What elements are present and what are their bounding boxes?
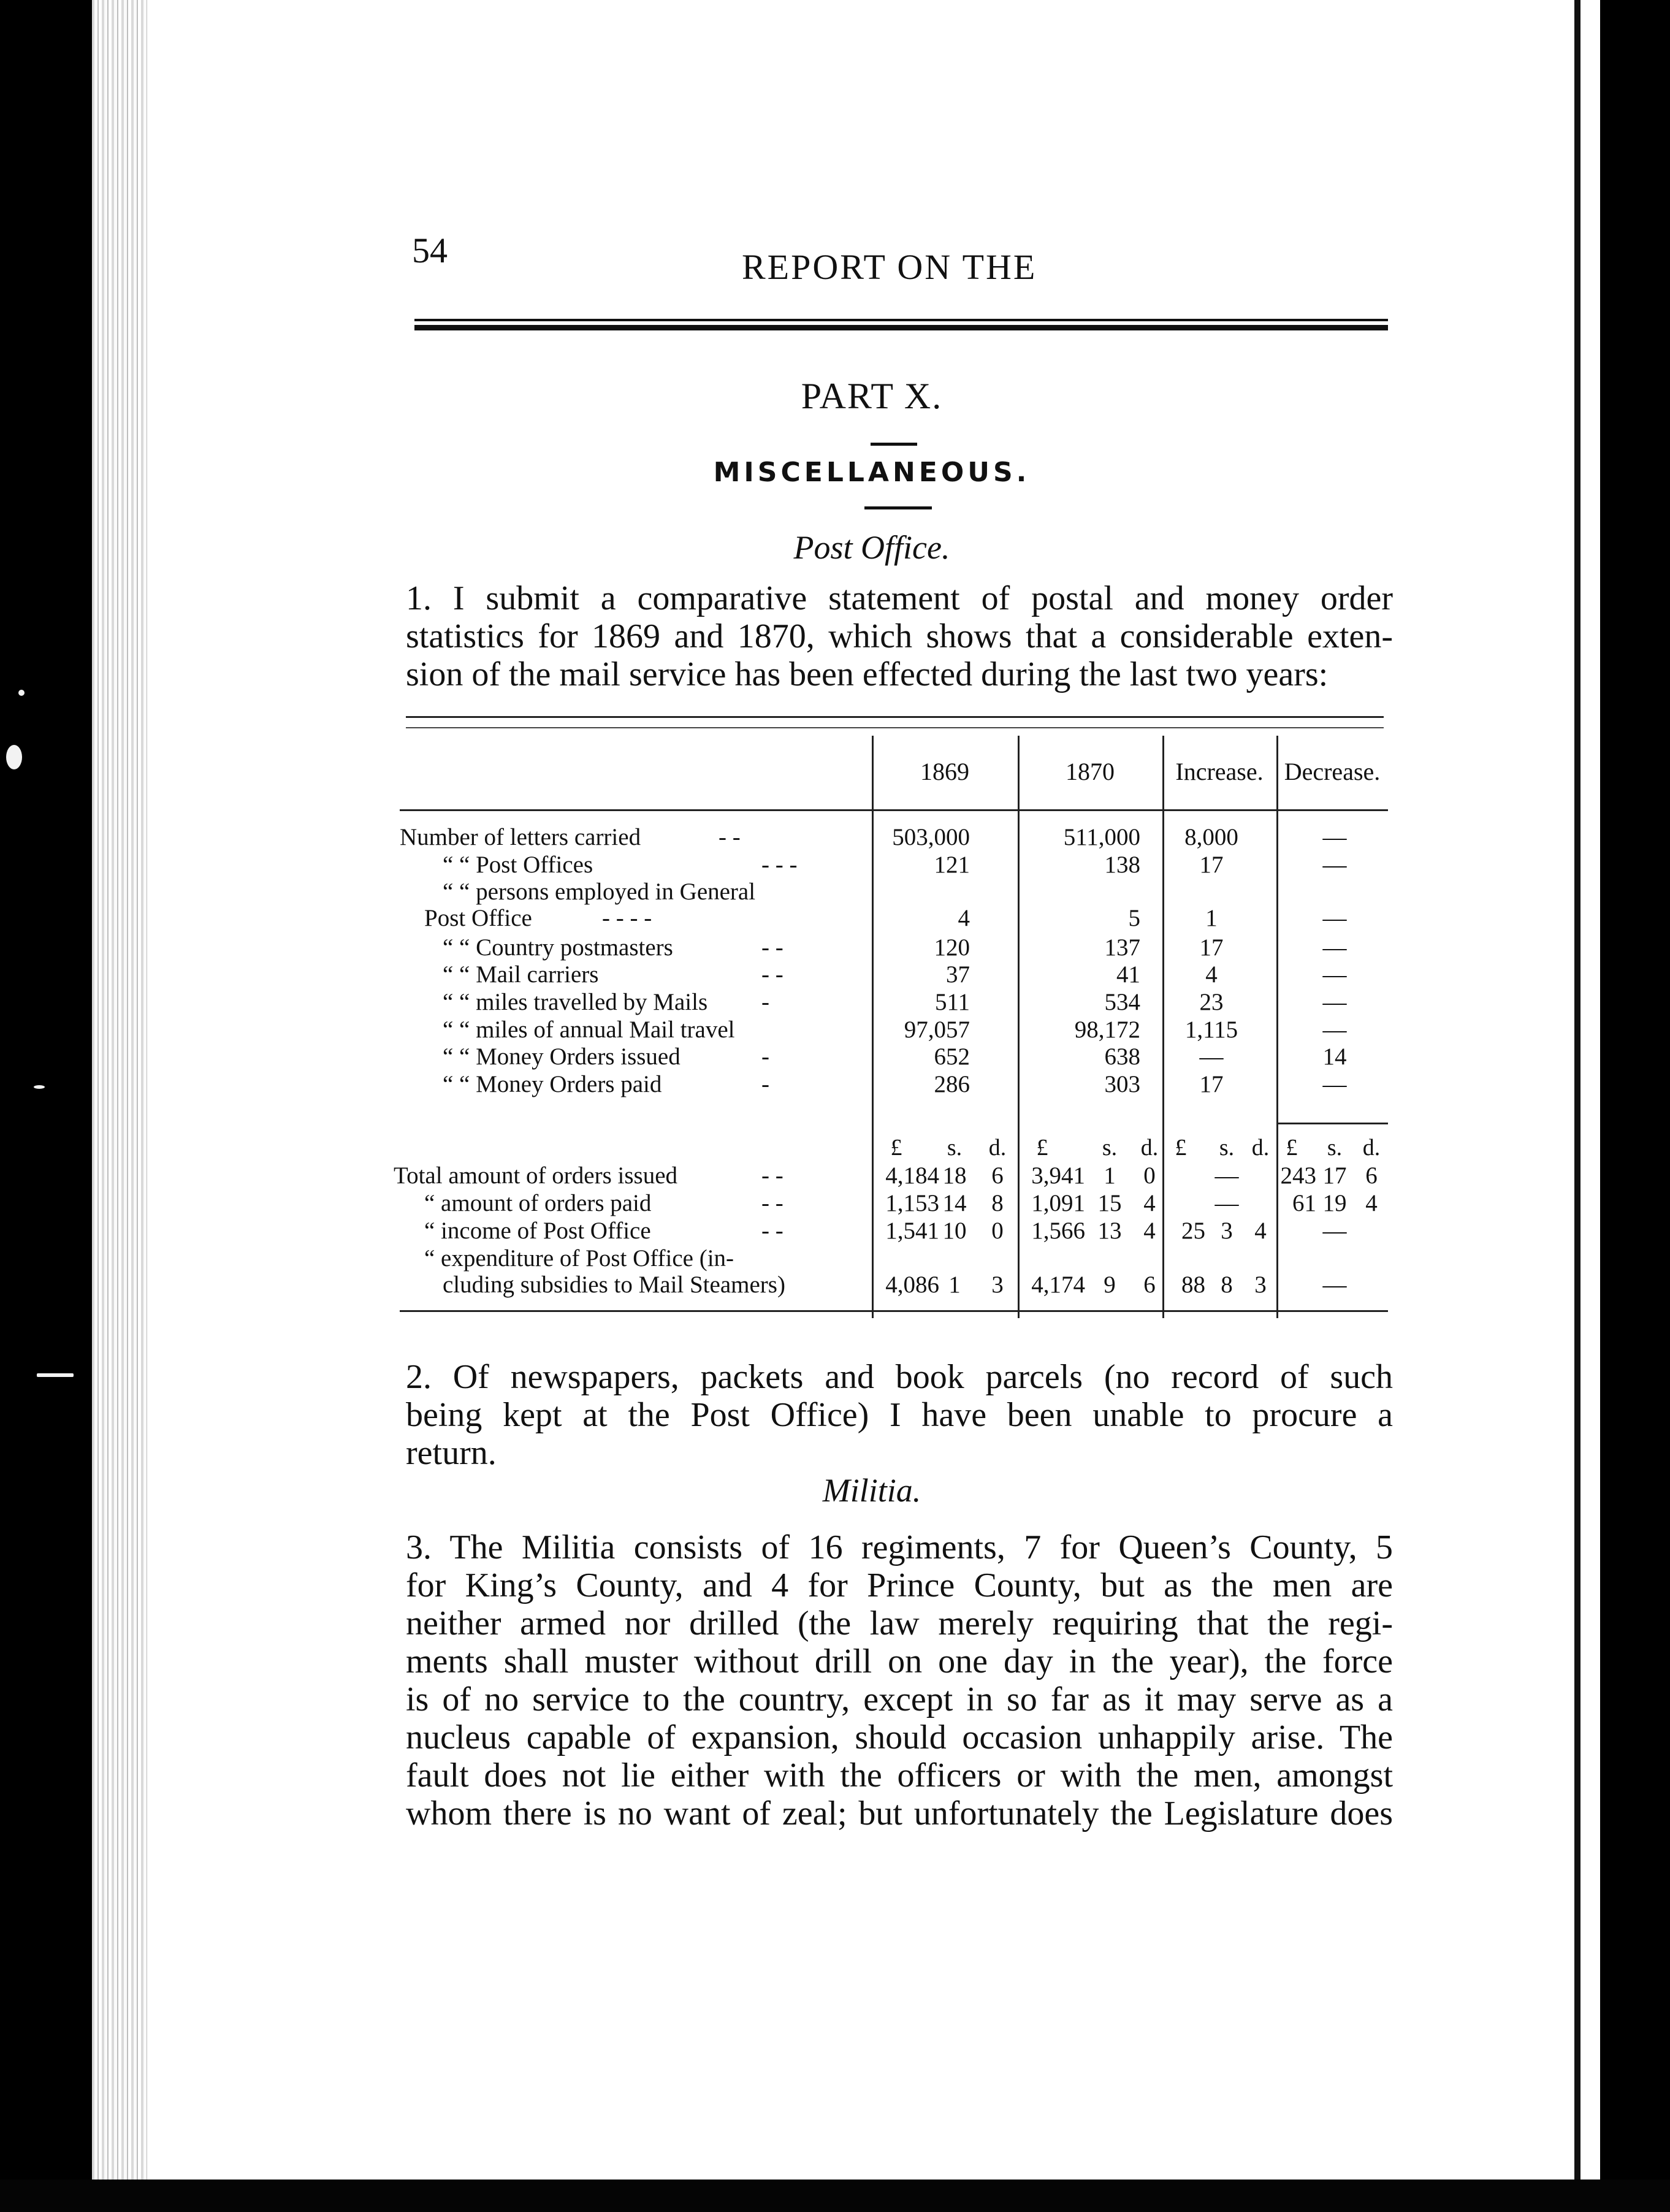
- value-increase: 1: [1205, 905, 1218, 931]
- pence-value: 0: [991, 1218, 1004, 1244]
- row-label: “ expenditure of Post Office (in-: [424, 1245, 734, 1272]
- paragraph-1: [406, 579, 1393, 693]
- value-1870: 5: [1128, 905, 1140, 931]
- column-header: 1870: [1066, 758, 1115, 785]
- value-increase: 17: [1199, 852, 1224, 878]
- paragraph-line: sion of the mail service has been effected during the last two years:: [406, 655, 1329, 693]
- row-label: Number of letters carried: [400, 824, 641, 850]
- value-decrease: —: [1322, 1071, 1347, 1097]
- running-title: REPORT ON THE: [742, 247, 1037, 287]
- page-right-edge: [1574, 0, 1580, 2180]
- value-decrease: —: [1322, 989, 1347, 1015]
- shillings-value: 18: [942, 1162, 967, 1189]
- pence-value: 6: [1143, 1272, 1156, 1298]
- value-1870: 137: [1104, 934, 1140, 961]
- pounds-value: 1,541: [885, 1218, 939, 1244]
- pounds-value: 4,184: [885, 1162, 939, 1189]
- value-increase: 17: [1199, 934, 1224, 961]
- value-1870: 41: [1116, 961, 1140, 988]
- page-number: 54: [412, 231, 448, 270]
- pence-value: 6: [1365, 1162, 1378, 1189]
- value-1869: 4: [958, 905, 970, 931]
- value-1870: 98,172: [1074, 1016, 1140, 1043]
- row-label: Total amount of orders issued: [394, 1162, 678, 1189]
- money-subheader: d.: [1251, 1135, 1270, 1161]
- header-rule-thin: [414, 319, 1388, 321]
- shillings-value: 17: [1322, 1162, 1347, 1189]
- table-bottom-rule: [400, 1310, 1388, 1312]
- leader-dashes: -: [761, 989, 769, 1015]
- leader-dashes: - - -: [761, 852, 798, 878]
- shillings-value: 1: [948, 1272, 961, 1298]
- table-top-rule-2: [406, 727, 1384, 728]
- value-1869: 503,000: [892, 824, 970, 850]
- leader-dashes: - -: [761, 1190, 784, 1216]
- pence-value: 3: [1254, 1272, 1267, 1298]
- paragraph-3: [406, 1528, 1393, 1833]
- pounds-value: 88: [1181, 1272, 1205, 1298]
- pounds-value: 1,566: [1031, 1218, 1085, 1244]
- value-1870: 534: [1104, 989, 1140, 1015]
- leader-dashes: - - - -: [602, 905, 652, 931]
- value-decrease: —: [1322, 961, 1347, 988]
- paragraph-line: being kept at the Post Office) I have been unable to procure a: [406, 1396, 1393, 1434]
- paragraph-line: neither armed nor drilled (the law merely requiring that the regi-: [406, 1604, 1393, 1642]
- subsection-militia: Militia.: [822, 1472, 921, 1509]
- shillings-value: —: [1322, 1272, 1347, 1298]
- shillings-value: 3: [1221, 1218, 1233, 1244]
- scan-bottom-border: [0, 2180, 1670, 2212]
- shillings-value: 1: [1104, 1162, 1116, 1189]
- value-1870: 138: [1104, 852, 1140, 878]
- row-label: Post Office: [424, 905, 532, 931]
- pounds-value: 1,091: [1031, 1190, 1085, 1216]
- value-decrease: —: [1322, 1016, 1347, 1043]
- paragraph-line: return.: [406, 1434, 497, 1472]
- value-1869: 120: [934, 934, 970, 961]
- pence-value: 4: [1254, 1218, 1267, 1244]
- column-header: Increase.: [1175, 758, 1264, 785]
- row-label: “ amount of orders paid: [424, 1190, 652, 1216]
- value-increase: —: [1199, 1043, 1224, 1070]
- row-label: “ “ Mail carriers: [443, 961, 599, 988]
- shillings-value: —: [1322, 1218, 1347, 1244]
- paragraph-line: whom there is no want of zeal; but unfortunately the Legislature does: [406, 1794, 1393, 1833]
- shillings-value: 9: [1104, 1272, 1116, 1298]
- column-header: Decrease.: [1284, 758, 1381, 785]
- row-label: “ “ Post Offices: [443, 852, 593, 878]
- value-1870: 638: [1104, 1043, 1140, 1070]
- value-increase: 23: [1199, 989, 1224, 1015]
- paragraph-2: [406, 1358, 1393, 1472]
- subsection-post-office: Post Office.: [793, 529, 950, 566]
- row-label: “ “ persons employed in General: [443, 879, 756, 905]
- row-label: “ “ Money Orders paid: [443, 1071, 662, 1097]
- pence-value: 6: [991, 1162, 1004, 1189]
- value-1869: 652: [934, 1043, 970, 1070]
- leader-dashes: - -: [761, 1162, 784, 1189]
- header-rule: [400, 809, 1388, 811]
- leader-dashes: -: [761, 1071, 769, 1097]
- shillings-value: 8: [1221, 1272, 1233, 1298]
- shillings-value: —: [1214, 1190, 1239, 1216]
- shillings-value: 10: [942, 1218, 967, 1244]
- paragraph-line: is of no service to the country, except in so far as it may serve as a: [406, 1680, 1393, 1718]
- leader-dashes: - -: [761, 1218, 784, 1244]
- paragraph-line: for King’s County, and 4 for Prince County, but as the men are: [406, 1566, 1393, 1604]
- value-increase: 4: [1205, 961, 1218, 988]
- leader-dashes: - -: [761, 934, 784, 961]
- pounds-value: 25: [1181, 1218, 1205, 1244]
- shillings-value: 19: [1322, 1190, 1347, 1216]
- row-label: “ income of Post Office: [424, 1218, 651, 1244]
- value-increase: 8,000: [1184, 824, 1238, 850]
- paragraph-line: nucleus capable of expansion, should occasion unhappily arise. The: [406, 1718, 1393, 1756]
- table-top-rule: [406, 716, 1384, 718]
- section-heading: MISCELLANEOUS.: [713, 457, 1031, 488]
- money-subheader: £: [1036, 1135, 1048, 1161]
- pence-value: 4: [1365, 1190, 1378, 1216]
- value-decrease: 14: [1322, 1043, 1347, 1070]
- pence-value: 4: [1143, 1218, 1156, 1244]
- pounds-value: 3,941: [1031, 1162, 1085, 1189]
- paragraph-line: ments shall muster without drill on one day in the year), the force: [406, 1642, 1393, 1680]
- money-subheader: s.: [1219, 1135, 1235, 1161]
- pence-value: 4: [1143, 1190, 1156, 1216]
- value-decrease: —: [1322, 934, 1347, 961]
- money-subheader: s.: [1327, 1135, 1343, 1161]
- paragraph-line: 1. I submit a comparative statement of postal and money order: [406, 579, 1393, 617]
- value-1869: 511: [934, 989, 970, 1015]
- money-subheader: s.: [1102, 1135, 1118, 1161]
- row-label: “ “ miles of annual Mail travel: [443, 1016, 735, 1043]
- paragraph-line: 2. Of newspapers, packets and book parcels (no record of such: [406, 1358, 1393, 1396]
- shillings-value: 14: [942, 1190, 967, 1216]
- pence-value: 0: [1143, 1162, 1156, 1189]
- column-header: 1869: [920, 758, 969, 785]
- value-decrease: —: [1322, 852, 1347, 878]
- row-label: “ “ Money Orders issued: [443, 1043, 681, 1070]
- money-subheader: d.: [988, 1135, 1007, 1161]
- value-1869: 286: [934, 1071, 970, 1097]
- shillings-value: 13: [1097, 1218, 1122, 1244]
- value-increase: 17: [1199, 1071, 1224, 1097]
- row-label: “ “ miles travelled by Mails: [443, 989, 708, 1015]
- value-1870: 303: [1104, 1071, 1140, 1097]
- value-1870: 511,000: [1063, 824, 1140, 850]
- leader-dashes: - -: [761, 961, 784, 988]
- pounds-value: 4,086: [885, 1272, 939, 1298]
- money-subheader: £: [1286, 1135, 1298, 1161]
- money-subheader: £: [890, 1135, 902, 1161]
- paragraph-line: fault does not lie either with the officers or with the men, amongst: [406, 1756, 1393, 1794]
- paragraph-line: statistics for 1869 and 1870, which shows that a considerable exten-: [406, 617, 1393, 655]
- row-label: cluding subsidies to Mail Steamers): [443, 1272, 785, 1298]
- value-1869: 121: [934, 852, 970, 878]
- value-decrease: —: [1322, 824, 1347, 850]
- value-decrease: —: [1322, 905, 1347, 931]
- part-heading: PART X.: [801, 376, 943, 416]
- row-label: “ “ Country postmasters: [443, 934, 673, 961]
- short-rule: [864, 506, 932, 509]
- pounds-value: 61: [1292, 1190, 1316, 1216]
- value-1869: 97,057: [904, 1016, 970, 1043]
- money-subheader: d.: [1362, 1135, 1381, 1161]
- value-increase: 1,115: [1184, 1016, 1238, 1043]
- pence-value: 3: [991, 1272, 1004, 1298]
- header-rule-thick: [414, 325, 1388, 330]
- money-subheader: s.: [947, 1135, 963, 1161]
- money-subheader: £: [1175, 1135, 1187, 1161]
- book-spine-edge: [92, 0, 147, 2180]
- shillings-value: —: [1214, 1162, 1239, 1189]
- leader-dashes: - -: [719, 824, 741, 850]
- leader-dashes: -: [761, 1043, 769, 1070]
- pounds-value: 1,153: [885, 1190, 939, 1216]
- value-1869: 37: [946, 961, 970, 988]
- money-subheader: d.: [1140, 1135, 1159, 1161]
- short-rule: [871, 443, 917, 446]
- pounds-value: 243: [1280, 1162, 1316, 1189]
- paragraph-line: 3. The Militia consists of 16 regiments, 7 for Queen’s County, 5: [406, 1528, 1393, 1566]
- shillings-value: 15: [1097, 1190, 1122, 1216]
- pounds-value: 4,174: [1031, 1272, 1085, 1298]
- pence-value: 8: [991, 1190, 1004, 1216]
- column-rule: [1276, 736, 1278, 1318]
- money-section-rule: [1276, 1123, 1388, 1124]
